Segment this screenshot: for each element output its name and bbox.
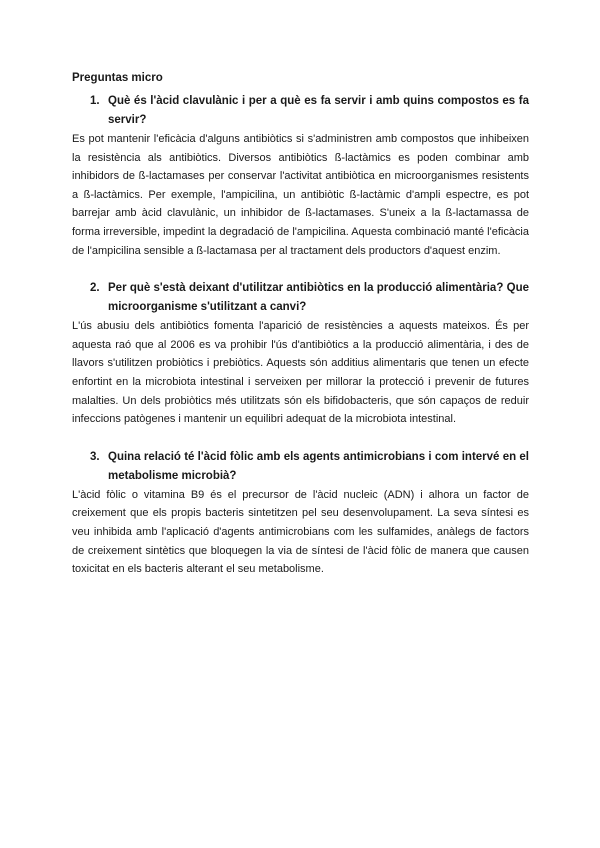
question-text: Per què s'està deixant d'utilitzar antibiòtics en la producció alimentària? Que microorganisme s'utilitzant a canvi? xyxy=(108,282,529,314)
question-section-2 xyxy=(72,279,529,429)
answer-paragraph: Es pot mantenir l'eficàcia d'alguns antibiòtics si s'administren amb compostos que inhibeixen la resistència als antibiòtics. Diversos antibiòtics ß-lactàmics es poden combinar amb inhibidors de ß-lactamases per conservar l'activitat antibiòtica en microorganismes resistents a ß-lactàmics. Per exemple, l'ampicilina, un antibiòtic ß-lactàmic d'ampli espectre, es pot barrejar amb àcid clavulànic, un inhibidor de ß-lactamases. S'uneix a la ß-lactamassa de forma irreversible, impedint la degradació de l'ampicilina. Aquesta combinació manté l'eficàcia de l'ampicilina sensible a ß-lactamasa per al tractament dels productors d'aquest enzim. xyxy=(72,133,529,257)
answer-paragraph: L'ús abusiu dels antibiòtics fomenta l'aparició de resistències a aquests mateixos. És per aquesta raó que al 2006 es va prohibir l'ús d'antibiòtics a la producció alimentària, i des de llavors s'utilitzen probiòtics i prebiòtics. Aquests són additius alimentaris que tenen un efecte enfortint en la microbiota intestinal i serveixen per millorar la protecció i prevenir de futures malalties. Un dels probiòtics més utilitzats són els bifidobacteris, que són capaços de reduir infeccions patògenes i mantenir un equilibri adequat de la microbiota intestinal. xyxy=(72,320,529,426)
question-number: 1. xyxy=(90,95,100,107)
question-number: 2. xyxy=(90,282,100,295)
question-heading xyxy=(72,279,529,317)
question-number: 3. xyxy=(90,450,100,463)
question-section-1 xyxy=(72,92,529,260)
question-heading xyxy=(72,92,529,130)
question-section-3 xyxy=(72,448,529,579)
answer-paragraph: L'àcid fòlic o vitamina B9 és el precursor de l'àcid nucleic (ADN) i alhora un factor de creixement que els propis bacteris sintetitzen pel seu desenvolupament. La seva síntesi es veu inhibida amb l'aplicació d'agents antimicrobians com les sulfamides, anàlegs de factors de creixement sintètics que bloquegen la via de síntesi de l'àcid fòlic de manera que causen toxicitat en els bacteris alterant el seu metabolisme. xyxy=(72,488,529,576)
document-title: Preguntas micro xyxy=(72,72,163,84)
question-text: Quina relació té l'àcid fòlic amb els agents antimicrobians i com intervé en el metabolisme microbià? xyxy=(108,450,529,482)
question-heading xyxy=(72,448,529,486)
question-text: Què és l'àcid clavulànic i per a què es fa servir i amb quins compostos es fa servir? xyxy=(108,95,529,126)
document-page xyxy=(72,70,529,598)
